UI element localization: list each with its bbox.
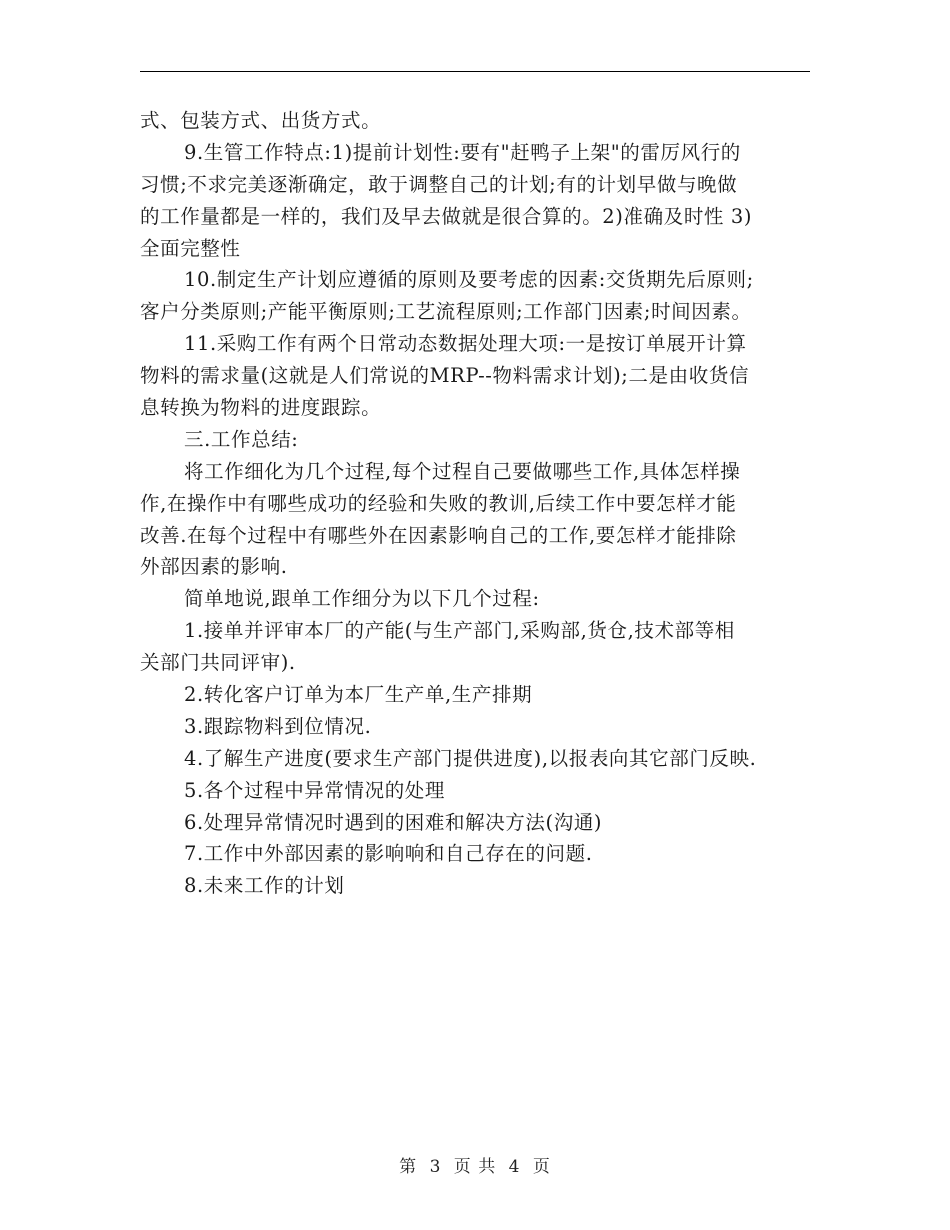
text-line: 习惯;不求完美逐渐确定，敢于调整自己的计划;有的计划早做与晚做 (140, 172, 738, 196)
text-line: 全面完整性 (140, 236, 241, 260)
text-line: 物料的需求量(这就是人们常说的MRP--物料需求计划);二是由收货信 (140, 364, 750, 388)
text-line: 息转换为物料的进度跟踪。 (140, 396, 382, 420)
text-line: 的工作量都是一样的，我们及早去做就是很合算的。2)准确及时性 3) (140, 204, 753, 228)
text-line: 外部因素的影响. (140, 555, 288, 579)
footer-total-pages: 4 (508, 1157, 521, 1177)
text-line: 作,在操作中有哪些成功的经验和失败的教训,后续工作中要怎样才能 (140, 491, 737, 515)
text-line: 关部门共同评审). (140, 651, 296, 675)
footer-current-page: 3 (429, 1157, 442, 1177)
text-line: 6.处理异常情况时遇到的困难和解决方法(沟通) (184, 810, 603, 834)
text-line: 客户分类原则;产能平衡原则;工艺流程原则;工作部门因素;时间因素。 (140, 300, 752, 324)
text-line: 2.转化客户订单为本厂生产单,生产排期 (184, 683, 533, 707)
text-line: 4.了解生产进度(要求生产部门提供进度),以报表向其它部门反映. (184, 746, 757, 770)
text-line: 将工作细化为几个过程,每个过程自己要做哪些工作,具体怎样操 (184, 459, 741, 483)
text-line: 式、包装方式、出货方式。 (140, 109, 382, 132)
footer-suffix: 页 (532, 1157, 551, 1177)
text-line: 三.工作总结: (184, 427, 299, 451)
text-line: 1.接单并评审本厂的产能(与生产部门,采购部,货仓,技术部等相 (184, 619, 735, 643)
text-line: 11.采购工作有两个日常动态数据处理大项:一是按订单展开计算 (184, 332, 747, 356)
page-footer (0, 1152, 950, 1177)
text-line: 3.跟踪物料到位情况. (184, 714, 372, 738)
footer-middle: 页 共 (453, 1157, 497, 1177)
text-line: 10.制定生产计划应遵循的原则及要考虑的因素:交货期先后原则; (184, 268, 754, 292)
text-line: 8.未来工作的计划 (184, 874, 345, 898)
text-line: 5.各个过程中异常情况的处理 (184, 778, 446, 802)
header-rule (140, 71, 810, 72)
text-line: 9.生管工作特点:1)提前计划性:要有"赶鸭子上架"的雷厉风行的 (184, 140, 741, 164)
document-body (140, 105, 812, 902)
text-line: 改善.在每个过程中有哪些外在因素影响自己的工作,要怎样才能排除 (140, 523, 737, 547)
text-line: 7.工作中外部因素的影响响和自己存在的问题. (184, 842, 593, 866)
text-line: 简单地说,跟单工作细分为以下几个过程: (184, 587, 540, 611)
footer-prefix: 第 (399, 1157, 418, 1177)
